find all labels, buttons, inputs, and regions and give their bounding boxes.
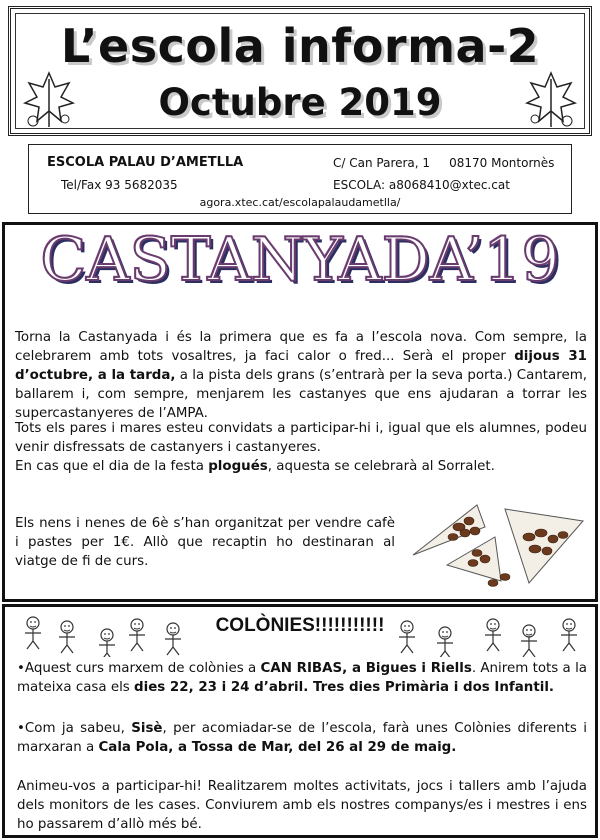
school-contact-box (28, 144, 572, 214)
colonies-paragraph-1: •Aquest curs marxem de colònies a CAN RIBAS, a Bigues i Riells. Anirem tots a la mateixa casa els dies 22, 23 i 24 d’abril. Tres dies Primària i dos Infantil. (17, 661, 587, 695)
colonies-section (2, 604, 598, 838)
kid-icon (561, 619, 577, 651)
castanyada-paragraph-1: Torna la Castanyada i és la primera que es fa a l’escola nova. Com sempre, la celebrarem amb tots vosaltres, ja faci calor o fred... Serà el proper dijous 31 d’octubre, a la tarda, a la pista dels grans (s’entrarà per la seva porta.) Cantarem, ballarem i, com sempre, menjarem les castanyes que ens ajudaran a torrar les supercastanyeres de l’AMPA. (15, 330, 588, 421)
castanyada-paragraph-2: Tots els pares i mares esteu convidats a participar-hi i, igual que els alumnes, podeu venir disfressats de castanyers i castanyeres. En cas que el dia de la festa plogués, aquesta se celebrarà al Sorralet. (15, 421, 587, 474)
school-email: ESCOLA: a8068410@xtec.cat (333, 178, 510, 192)
kid-icon (437, 627, 453, 657)
newsletter-header (8, 6, 592, 136)
castanyada-section (2, 222, 598, 602)
school-address: C/ Can Parera, 1 08170 Montornès (333, 156, 555, 170)
colonies-paragraph-3: Animeu-vos a participar-hi! Realitzarem moltes activitats, jocs i tallers amb l’ajuda dels monitors de les cases. Conviurem amb els nostres companys/es i mestres i ens ho passarem d’allò més bé. (17, 779, 587, 832)
kid-icon (59, 621, 75, 653)
kid-icon (25, 617, 41, 649)
newsletter-title: L’escola informa-2 (60, 19, 540, 73)
kid-icon (99, 629, 115, 657)
newsletter-date: Octubre 2019 (158, 81, 442, 124)
school-phone: Tel/Fax 93 5682035 (61, 178, 178, 192)
school-name: ESCOLA PALAU D’AMETLLA (47, 155, 244, 170)
stick-kids-decoration (5, 607, 600, 657)
kid-icon (399, 621, 415, 653)
castanyada-paragraph-3: Els nens i nenes de 6è s’han organitzat per vendre cafè i pastes per 1€. Allò que recaptin ho destinaran al viatge de fi de curs. (15, 516, 395, 569)
kid-icon (485, 619, 501, 651)
kid-icon (129, 619, 145, 651)
colonies-paragraph-2: •Com ja sabeu, Sisè, per acomiadar-se de l’escola, farà unes Colònies diferents i marxaran a Cala Pola, a Tossa de Mar, del 26 al 29 de maig. (17, 721, 587, 755)
kid-icon (521, 625, 537, 657)
colonies-title: COLÒNIES!!!!!!!!!!! (215, 615, 385, 636)
roasted-chestnuts-cones-illustration (407, 497, 587, 589)
castanyada-title: CASTANYADA’19 (40, 225, 560, 295)
kid-icon (165, 623, 181, 655)
school-website-link[interactable]: agora.xtec.cat/escolapalaudametlla/ (199, 196, 401, 209)
